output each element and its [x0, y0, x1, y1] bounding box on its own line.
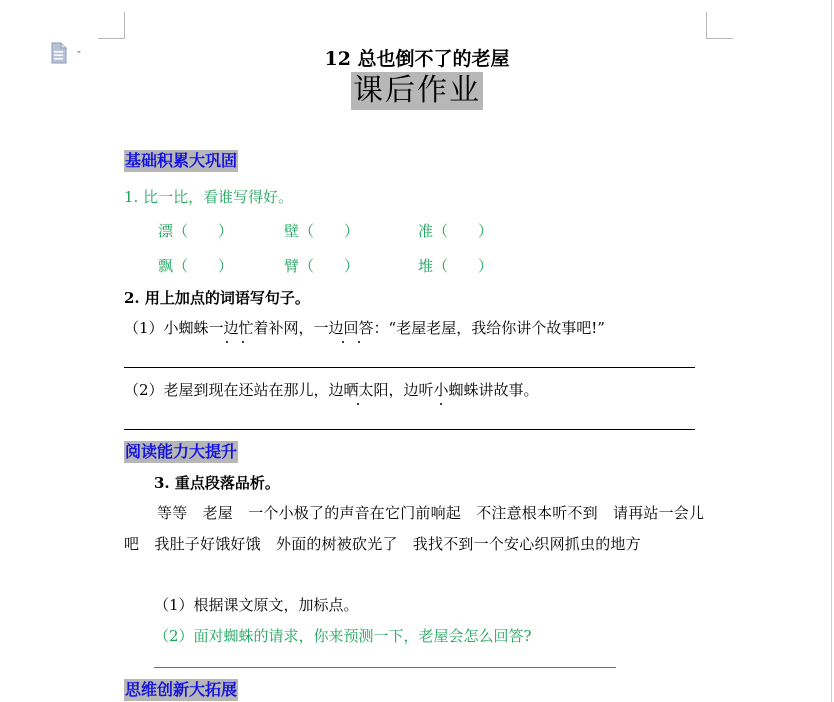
char-pair-item: 堆（ ） [418, 257, 494, 275]
char-pair-item: 壁（ ） [284, 222, 360, 240]
emphasis-dot [440, 403, 442, 405]
answer-line[interactable] [154, 667, 616, 668]
char-pair-item: 漂（ ） [158, 222, 234, 240]
answer-line[interactable] [124, 429, 695, 430]
question-3-sub-2: （2）面对蜘蛛的请求，你来预测一下，老屋会怎么回答? [154, 627, 532, 645]
section-heading-basic: 基础积累大巩固 [125, 151, 238, 170]
document-title: 12 总也倒不了的老屋 [324, 48, 510, 70]
emphasis-dot [226, 341, 228, 343]
margin-corner-top-left [98, 12, 125, 39]
emphasis-dot [342, 341, 344, 343]
char-pair-item: 准（ ） [418, 222, 494, 240]
question-2-sentence-1: （1）小蜘蛛一边忙着补网，一边回答：“老屋老屋，我给你讲个故事吧!” [124, 319, 605, 337]
passage-text: 等等 老屋 一个小极了的声音在它门前响起 不注意根本听不到 请再站一会儿吧 我肚子好饿好饿 外面的树被砍光了 我找不到一个安心织网抓虫的地方 [124, 504, 705, 553]
question-1-prompt: 1. 比一比，看谁写得好。 [124, 188, 294, 206]
question-3-sub-1: （1）根据课文原文，加标点。 [154, 596, 359, 614]
char-pair-item: 臂（ ） [284, 257, 360, 275]
answer-line[interactable] [124, 367, 695, 368]
document-subtitle: 课后作业 [353, 73, 481, 108]
question-3-prompt: 3. 重点段落品析。 [154, 474, 280, 492]
emphasis-dot [358, 341, 360, 343]
char-pair-item: 飘（ ） [158, 257, 234, 275]
emphasis-dot [357, 403, 359, 405]
section-heading-reading: 阅读能力大提升 [125, 442, 238, 461]
emphasis-dot [242, 341, 244, 343]
question-2-sentence-2: （2）老屋到现在还站在那儿，边晒太阳，边听小蜘蛛讲故事。 [124, 381, 539, 399]
section-heading-thinking: 思维创新大拓展 [125, 680, 238, 699]
margin-corner-top-right [706, 12, 733, 39]
question-2-prompt: 2. 用上加点的词语写句子。 [124, 289, 310, 307]
